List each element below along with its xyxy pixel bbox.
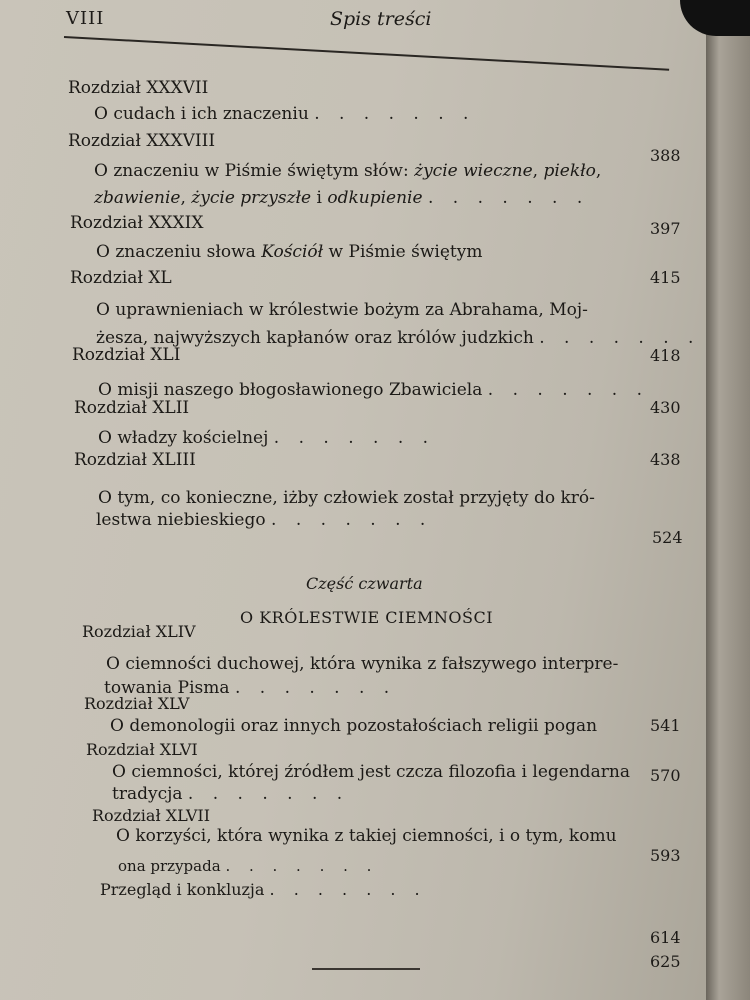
chapter-heading: Rozdział XLII [74,398,190,418]
toc-entry-text: O uprawnieniach w królestwie bożym za Abrahama, Moj- [96,300,588,320]
page-title: Spis treści [330,8,432,30]
chapter-heading: Rozdział XLV [84,694,190,713]
page-number: 524 [652,528,683,547]
chapter-heading: Rozdział XLIII [74,450,196,470]
toc-entry-text: O władzy kościelnej . . . . . . . [98,428,436,448]
page-number: 625 [650,952,681,971]
toc-entry-text: O cudach i ich znaczeniu . . . . . . . [94,104,476,124]
toc-entry-text: zbawienie, życie przyszłe i odkupienie . . . . . . . [94,188,590,208]
page-number: 415 [650,268,681,287]
toc-entry-text: lestwa niebieskiego . . . . . . . [96,510,433,530]
chapter-heading: Rozdział XLVI [86,740,198,759]
chapter-heading: Rozdział XXXIX [70,213,204,233]
toc-entry-text: O korzyści, która wynika z takiej ciemności, i o tym, komu [116,826,617,846]
chapter-heading: Rozdział XLIV [82,622,196,641]
page-number: 614 [650,928,681,947]
header-rule [64,36,669,71]
chapter-heading: Rozdział XXXVII [68,78,209,98]
chapter-heading: Rozdział XXXVIII [68,131,216,151]
page-number: 418 [650,346,681,365]
toc-entry-text: O ciemności, której źródłem jest czcza filozofia i legendarna [112,762,631,782]
page-number: 541 [650,716,681,735]
part-label: Część czwarta [306,574,423,593]
page-number-roman: VIII [66,8,105,29]
toc-entry-text: O znaczeniu słowa Kościół w Piśmie świętym [96,242,483,262]
part-title: O KRÓLESTWIE CIEMNOŚCI [240,608,494,627]
footer-rule [312,968,420,970]
chapter-heading: Przegląd i konkluzja . . . . . . . [100,880,427,899]
page-number: 430 [650,398,681,417]
page-number: 570 [650,766,681,785]
chapter-heading: Rozdział XLVII [92,806,211,825]
toc-entry-text: ona przypada . . . . . . . [118,857,379,875]
page-number: 593 [650,846,681,865]
adjacent-page-edge [706,0,750,1000]
toc-entry-text: O misji naszego błogosławionego Zbawiciela . . . . . . . [98,380,650,400]
page-number: 397 [650,219,681,238]
chapter-heading: Rozdział XL [70,268,172,288]
toc-entry-text: O demonologii oraz innych pozostałościach religii pogan [110,716,598,736]
toc-entry-text: tradycja . . . . . . . [112,784,350,804]
chapter-heading: Rozdział XLI [72,345,181,365]
toc-entry-text: O ciemności duchowej, która wynika z fałszywego interpre- [106,654,619,674]
page-number: 438 [650,450,681,469]
toc-entry-text: O znaczeniu w Piśmie świętym słów: życie wieczne, piekło, [94,161,602,181]
page-number: 388 [650,146,681,165]
toc-entry-text: O tym, co konieczne, iżby człowiek został przyjęty do kró- [98,488,595,508]
toc-entry-text: towania Pisma . . . . . . . [104,678,397,698]
toc-entry-text: żesza, najwyższych kapłanów oraz królów judzkich . . . . . . . [96,328,701,348]
